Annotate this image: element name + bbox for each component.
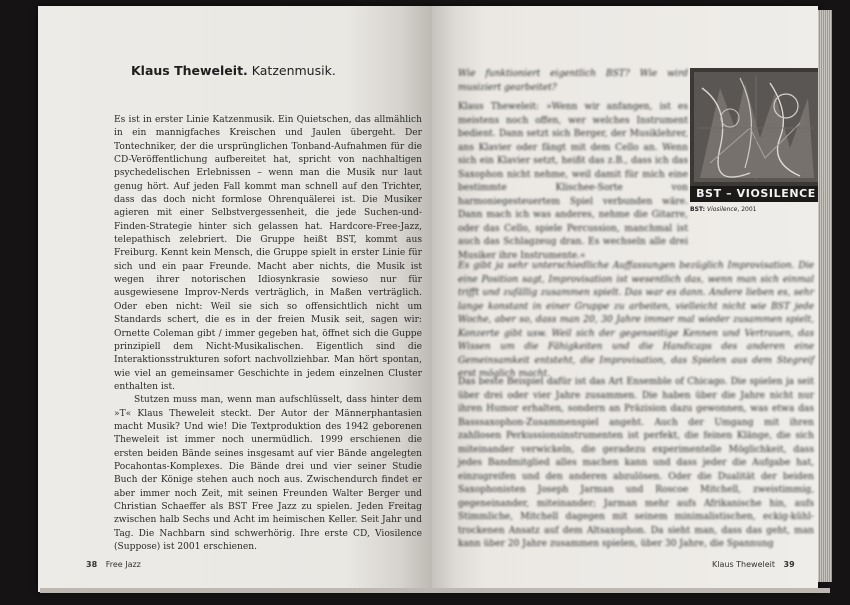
interview-answer: Klaus Theweleit: »Wenn wir anfangen, ist es meistens noch offen, wer welches Instrument bedient. Dann setzt sich Berger, der Musiklehrer, ans Klavier oder fängt mit dem Cello an. Wenn sich ein Klavier setzt, heißt das z.B., dass ich das Saxophon nicht nehme, weil damit für mich eine bestimmte Klischee-Sorte von harmoniegesteuertem Spiel verbunden wäre. Dann mach ich was anderes, nehme die Gitarre, oder das Cello, spiele Percussion, manchmal ist auch das Schlagzeug dran. Es wechseln alle drei Musiker ihre Instrumente.«: [458, 102, 688, 261]
left-paragraph-1: Es ist in erster Linie Katzenmusik. Ein Quietschen, das allmählich in ein mannigfaches Kreischen und Jaulen übergeht. Der Tontechniker, der die ursprünglichen Tonband-Aufnahmen für die CD-Veröffentlichung aufbereitet hat, spricht von nachhaltigen psychedelischen Erlebnissen – wenn man die Musik nur laut genug hört. Auf jeden Fall kommt man schnell auf den Trichter, dass das doch nicht formlose Ohrenquälerei ist. Die Musiker agieren mit einer Selbstvergessenheit, die jede Suchen-und-Finden-Strategie hinter sich gelassen hat. Hardcore-Free-Jazz, telepathisch zelebriert. Die Gruppe heißt BST, kommt aus Freiburg. Kennt kein Mensch, die Gruppe spielt in erster Linie für sich und ein paar Freunde. Macht aber nichts, die Musik ist wegen ihrer notorischen Idiosynkrasie sowieso nur für ausgewiesene Improv-Nerds verträglich, in Maßen verträglich. Oder eben nicht: Weil sie sich so offensichtlich nicht um Standards schert, die es in der freien Musik seit, sagen wir: Ornette Coleman gibt / immer gegeben hat, öffnet sich die Guppe prinzipiell dem Nicht-Musikalischen. Eigentlich sind die Interaktionsstrukturen sofort nachvollziehbar. Man hört spontan, wie viel an gemeinsamer Geschichte in jedem einzelnen Cluster enthalten ist.: [114, 115, 422, 392]
interview-block: [458, 68, 688, 263]
italic-quote-block: [458, 260, 814, 382]
page-edges-right: [818, 10, 832, 582]
closing-block: [458, 376, 814, 552]
left-page-number: 38: [86, 560, 98, 569]
album-cover: [690, 68, 818, 202]
left-running-title: Free Jazz: [105, 560, 141, 569]
article-heading: [131, 63, 336, 78]
right-running-author: Klaus Theweleit: [712, 560, 775, 569]
right-footer: [712, 560, 795, 569]
left-footer: [86, 560, 141, 569]
page-edges-bottom: [40, 588, 830, 593]
album-caption: [690, 206, 756, 213]
cover-title: BST – VIOSILENCE: [696, 187, 816, 200]
caption-band: BST:: [690, 206, 706, 213]
closing-paragraph: Das beste Beispiel dafür ist das Art Ensemble of Chicago. Die spielen ja seit über drei oder vier Jahre zusammen. Die haben über die Jahre nicht nur ihren Humor erhalten, sondern an Präzision dazu gewonnen, was etwa das Basssaxophon-Zusammenspiel angeht. Auch der Umgang mit ihren zahllosen Perkussionsinstrumenten ist perfekt, die feinen Klänge, die sich miteinander verwickeln, die geradezu experimentelle Möglichkeit, dass jedes Bandmitglied alles machen kann und dass jeder die Aufgabe hat, einzugreifen und den anderen abzulösen. Oder die Dualität der beiden Saxophonisten Joseph Jarman und Roscoe Mitchell, zweistimmig, gegeneinander, miteinander; Jarman mehr aufs Afrikanische hin, aufs Stimmliche, Mitchell dagegen mit seinem minimalistischen, eckig-kühl-trockenen Ansatz auf dem Altsaxophon. Da sieht man, dass das geht, man kann über 20 Jahre zusammen spielen, über 30 Jahre, die Spannung: [458, 377, 814, 549]
italic-quote: Es gibt ja sehr unterschiedliche Auffassungen bezüglich Improvisation. Die eine Position sagt, Improvisation ist wesentlich das, wenn man sich einmal trifft und zufällig zusammen spielt. Das war es dann. Andere lieben es, sehr lange konstant in einer Gruppe zu arbeiten, vielleicht nicht wie BST jede Woche, aber so, dass man 20, 30 Jahre immer mal wieder zusammen spielt, Konzerte gibt usw. Weil sich der gegenseitige Kennen und Vertrauen, das Wissen um die Fähigkeiten und die Handicaps des anderen eine Gemeinsamkeit entsteht, die Improvisation, das Spielen aus dem Stegreif erst möglich macht.: [458, 261, 814, 379]
album-artwork: [690, 68, 818, 186]
right-page: [432, 6, 818, 592]
caption-year: , 2001: [737, 206, 757, 213]
heading-title: Katzenmusik.: [251, 63, 336, 78]
open-book: [38, 6, 818, 592]
left-paragraph-2: Stutzen muss man, wenn man aufschlüsselt, dass hinter dem »T« Klaus Theweleit steckt. Der Autor der Männerphantasien macht Musik? Und wie! Die Textproduktion des 1942 geborenen Theweleit ist immer noch unermüdlich. 1999 erschienen die ersten beiden Bände seines insgesamt auf vier Bände angelegten Pocahontas-Komplexes. Die Bände drei und vier seiner Studie Buch der Könige stehen auch noch aus. Zwischendurch findet er aber immer noch Zeit, mit seinen Freunden Walter Berger und Christian Schaeffer als BST Free Jazz zu spielen. Jeden Freitag zwischen halb Sechs und Acht im heimischen Keller. Seit Jahr und Tag. Die Nachbarn sind schwerhörig. Ihre erste CD, Viosilence (Suppose) ist 2001 erschienen.: [114, 395, 422, 552]
left-body-text: [114, 114, 422, 554]
interview-question: Wie funktioniert eigentlich BST? Wie wird musiziert gearbeitet?: [458, 69, 688, 93]
caption-album: Viosilence: [706, 206, 738, 213]
left-page: [38, 6, 432, 592]
right-page-number: 39: [783, 560, 795, 569]
heading-author: Klaus Theweleit.: [131, 63, 248, 78]
